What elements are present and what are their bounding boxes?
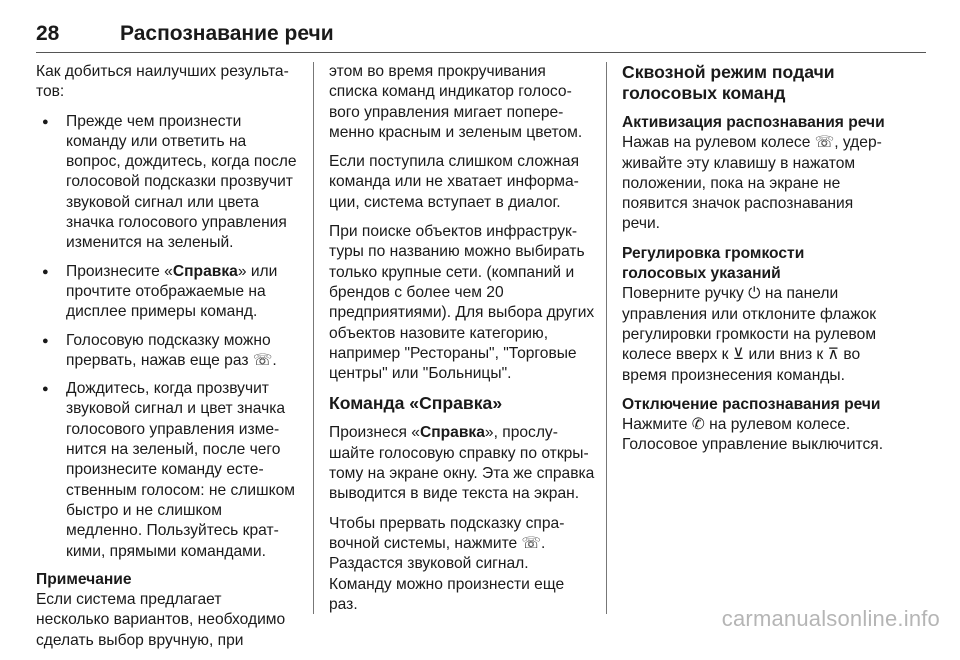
section-title: Распознавание речи [120,22,334,45]
list-item: ● Прежде чем произнести команду или ответить на вопрос, дождитесь, когда после голосовой подсказки прозвучит звуковой сигнал или цвета значка голосового управления изменится на зеленый. [36,112,298,254]
column-3 [622,62,892,465]
header-rule [36,52,926,53]
activation-heading: Активизация распознавания речи [622,114,885,131]
column-divider-1 [313,62,314,614]
note-title: Примечание [36,570,132,588]
list-item: ● Дождитесь, когда прозвучит звуковой сигнал и цвет значка голосового управления изменится на зеленый, после чего произнесите команду естественным голосом: не слишком быстро и не слишком медленно. Пользуйтесь краткими, прямыми командами. [36,379,298,562]
intro-paragraph: Как добиться наилучших результатов: [36,63,289,101]
passthrough-heading: Сквозной режим подачи голосовых команд [622,62,835,103]
page-number: 28 [36,22,60,45]
tips-list [36,112,298,562]
deactivation-heading: Отключение распознавания речи [622,395,881,413]
keyword-help: Справка [419,424,485,442]
volume-heading: Регулировка громкости голосовых указаний [622,244,805,283]
paragraph: Чтобы прервать подсказку справочной системы, нажмите ☏. Раздастся звуковой сигнал. Команду можно произнести еще раз. [329,514,565,613]
page-header [36,22,926,54]
paragraph: Поверните ручку ⏻ на панели управления или отклоните флажок регулировки громкости на рулевом колесе вверх к ⊻ или вниз к ⊼ во время произнесения команды. [622,285,877,384]
continued-paragraph: этом во время прокручивания списка команд индикатор голосового управления мигает попеременно красным и зеленым цветом. [329,63,583,141]
column-2 [329,62,595,624]
paragraph: Нажав на рулевом колесе ☏, удерживайте эту клавишу в нажатом положении, пока на экране не появится значок распознавания речи. [622,134,882,233]
note-text: Если система предлагает несколько вариантов, необходимо сделать выбор вручную, при [36,591,286,649]
paragraph: Нажмите ✆ на рулевом колесе. Голосовое управление выключится. [622,416,884,454]
keyword-help: Справка [172,262,238,280]
paragraph: Произнеся «Справка», прослушайте голосовую справку по открытому на экране окну. Эта же справка выводится в виде текста на экран. [329,424,595,503]
paragraph: Если поступила слишком сложная команда или не хватает информации, система вступает в диалог. [329,153,580,211]
column-divider-2 [606,62,607,614]
paragraph: При поиске объектов инфраструктуры по названию можно выбирать только крупные сети. (компаний и брендов с более чем 20 предприятиями). Для выбора других объектов назовите категорию, например "Рестораны", "Торговые центры" или "Больницы". [329,223,595,383]
column-1 [36,62,298,660]
watermark: carmanualsonline.info [721,606,940,631]
list-item: ● Голосовую подсказку можно прервать, нажав еще раз ☏. [36,331,298,372]
help-command-heading: Команда «Справка» [329,393,503,414]
list-item: ● Произнесите «Справка» или прочтите отображаемые на дисплее примеры команд. [36,262,298,323]
